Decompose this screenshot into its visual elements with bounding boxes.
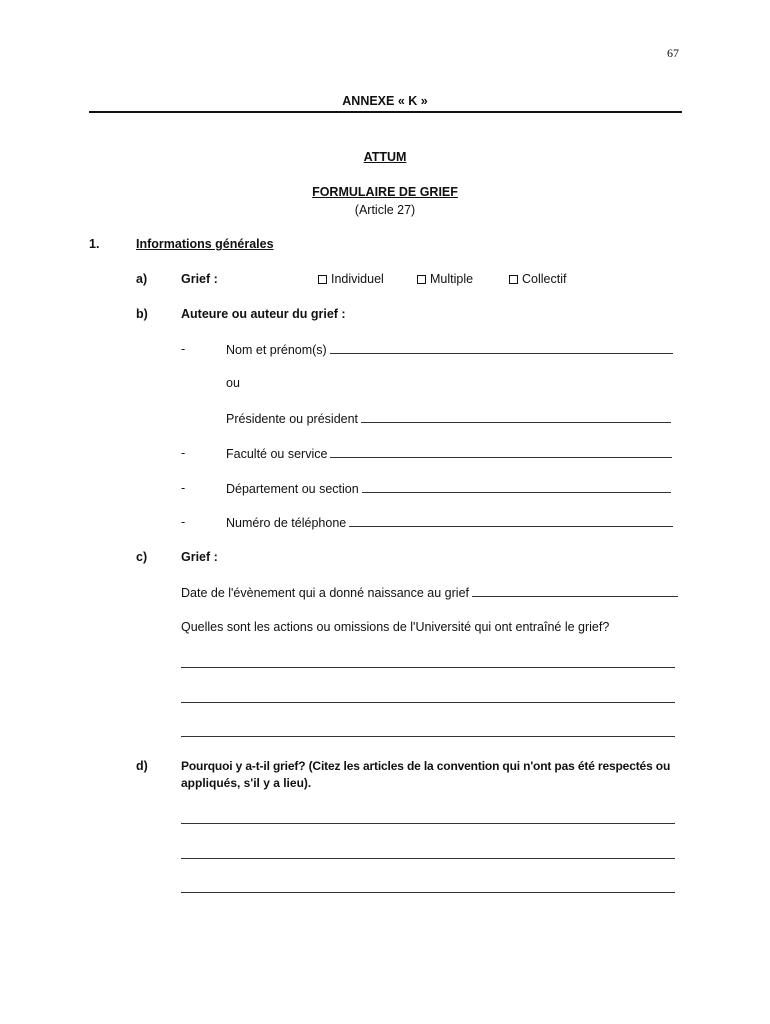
- item-b-letter: b): [136, 307, 148, 321]
- or-text: ou: [226, 376, 240, 390]
- checkbox-icon: [509, 275, 518, 284]
- section-number: 1.: [89, 237, 100, 251]
- item-c-letter: c): [136, 550, 148, 564]
- annex-title: ANNEXE « K »: [342, 94, 428, 108]
- faculty-field[interactable]: [226, 446, 672, 461]
- checkbox-icon: [318, 275, 327, 284]
- item-a-letter: a): [136, 272, 148, 286]
- president-label: Présidente ou président: [226, 412, 359, 426]
- president-field[interactable]: [226, 411, 671, 426]
- department-blank[interactable]: [362, 481, 671, 493]
- date-field[interactable]: [181, 585, 678, 600]
- actions-question: Quelles sont les actions ou omissions de l'Université qui ont entraîné le grief?: [181, 620, 610, 634]
- item-d-letter: d): [136, 759, 148, 773]
- item-b-label: Auteure ou auteur du grief :: [181, 307, 346, 321]
- bullet-dash: -: [181, 446, 186, 460]
- item-a-label: Grief :: [181, 272, 218, 286]
- phone-field[interactable]: [226, 515, 673, 530]
- why-question-cont: appliqués, s'il y a lieu).: [181, 776, 312, 790]
- checkbox-icon: [417, 275, 426, 284]
- answer-line[interactable]: [181, 858, 675, 859]
- article-ref: (Article 27): [354, 203, 416, 217]
- page-number: 67: [667, 46, 679, 60]
- date-label: Date de l'évènement qui a donné naissance au grief: [181, 586, 470, 600]
- faculty-label: Faculté ou service: [226, 447, 328, 461]
- checkbox-collectif[interactable]: [509, 272, 566, 286]
- department-label: Département ou section: [226, 482, 359, 496]
- form-title: FORMULAIRE DE GRIEF: [312, 185, 458, 199]
- section-title: Informations générales: [136, 237, 274, 251]
- bullet-dash: -: [181, 342, 186, 356]
- answer-line[interactable]: [181, 702, 675, 703]
- item-c-label: Grief :: [181, 550, 218, 564]
- checkbox-multiple[interactable]: [417, 272, 473, 286]
- answer-line[interactable]: [181, 667, 675, 668]
- why-question: Pourquoi y a-t-il grief? (Citez les articles de la convention qui n'ont pas été respectés ou: [181, 759, 671, 773]
- phone-label: Numéro de téléphone: [226, 516, 347, 530]
- option-label: Multiple: [430, 272, 474, 286]
- date-blank[interactable]: [472, 585, 678, 597]
- phone-blank[interactable]: [349, 515, 673, 527]
- bullet-dash: -: [181, 481, 186, 495]
- department-field[interactable]: [226, 481, 671, 496]
- faculty-blank[interactable]: [330, 446, 672, 458]
- president-blank[interactable]: [361, 411, 671, 423]
- bullet-dash: -: [181, 515, 186, 529]
- name-field[interactable]: [226, 342, 673, 357]
- option-label: Collectif: [522, 272, 567, 286]
- checkbox-individuel[interactable]: [318, 272, 384, 286]
- title-rule: [89, 111, 682, 113]
- org-title: ATTUM: [363, 150, 407, 164]
- option-label: Individuel: [331, 272, 384, 286]
- answer-line[interactable]: [181, 823, 675, 824]
- answer-line[interactable]: [181, 892, 675, 893]
- answer-line[interactable]: [181, 736, 675, 737]
- name-blank[interactable]: [330, 342, 673, 354]
- name-label: Nom et prénom(s): [226, 343, 327, 357]
